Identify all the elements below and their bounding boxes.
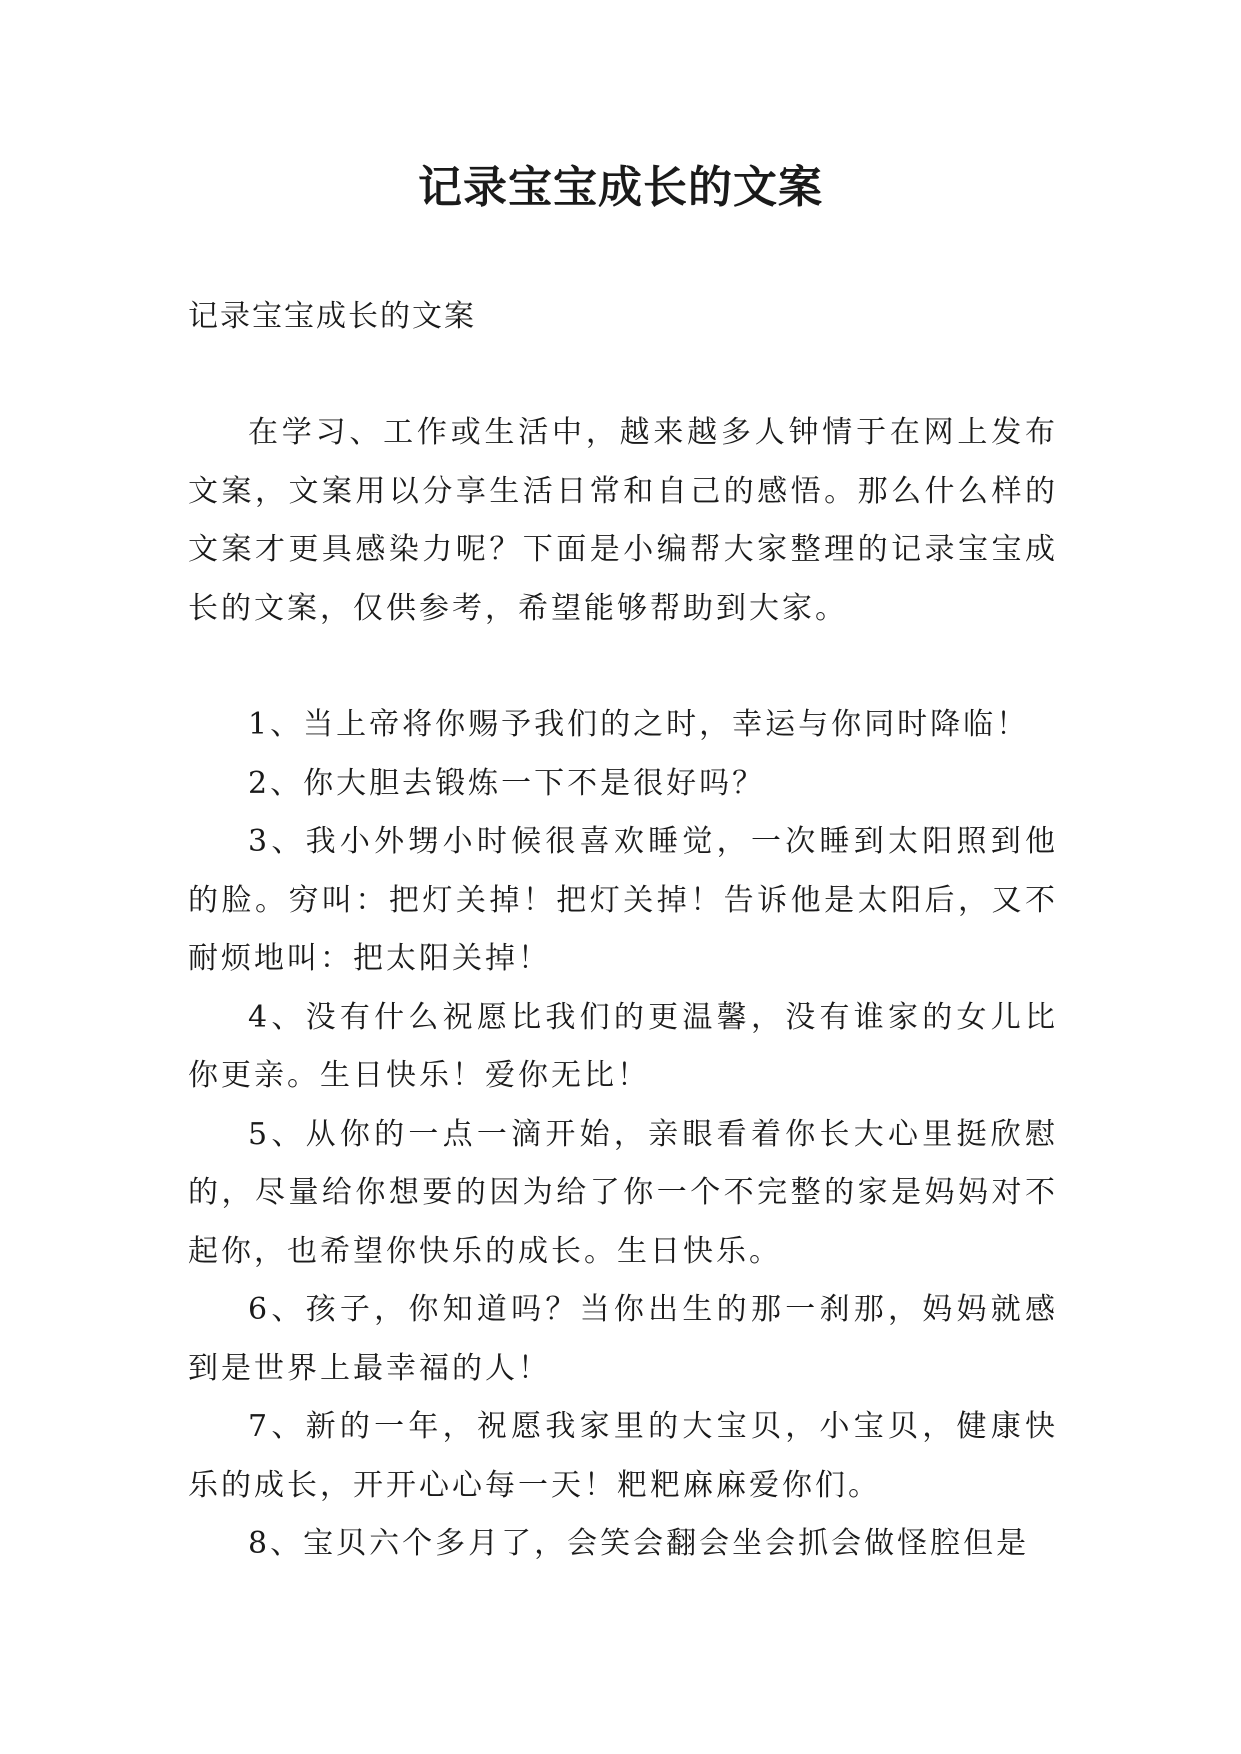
list-item: 7、新的一年，祝愿我家里的大宝贝，小宝贝，健康快乐的成长，开开心心每一天！粑粑麻麻爱你们。	[188, 1409, 1058, 1503]
list-item: 2、你大胆去锻炼一下不是很好吗？	[248, 765, 766, 801]
list-item: 6、孩子，你知道吗？当你出生的那一刹那，妈妈就感到是世界上最幸福的人！	[188, 1292, 1058, 1386]
document-title: 记录宝宝成长的文案	[418, 162, 823, 213]
list-item: 5、从你的一点一滴开始，亲眼看着你长大心里挺欣慰的，尽量给你想要的因为给了你一个不完整的家是妈妈对不起你，也希望你快乐的成长。生日快乐。	[188, 1116, 1058, 1269]
document-subtitle: 记录宝宝成长的文案	[188, 299, 476, 334]
list-item: 1、当上帝将你赐予我们的之时，幸运与你同时降临！	[248, 707, 1030, 742]
list-item: 3、我小外甥小时候很喜欢睡觉，一次睡到太阳照到他的脸。穷叫：把灯关掉！把灯关掉！告诉他是太阳后，又不耐烦地叫：把太阳关掉！	[188, 824, 1058, 976]
intro-paragraph: 在学习、工作或生活中，越来越多人钟情于在网上发布文案，文案用以分享生活日常和自己的感悟。那么什么样的文案才更具感染力呢？下面是小编帮大家整理的记录宝宝成长的文案，仅供参考，希望能够帮助到大家。	[188, 415, 1058, 626]
list-item: 4、没有什么祝愿比我们的更温馨，没有谁家的女儿比你更亲。生日快乐！爱你无比！	[188, 999, 1058, 1093]
document-body	[188, 288, 1058, 1574]
list-item: 8、宝贝六个多月了，会笑会翻会坐会抓会做怪腔但是	[248, 1526, 1030, 1561]
